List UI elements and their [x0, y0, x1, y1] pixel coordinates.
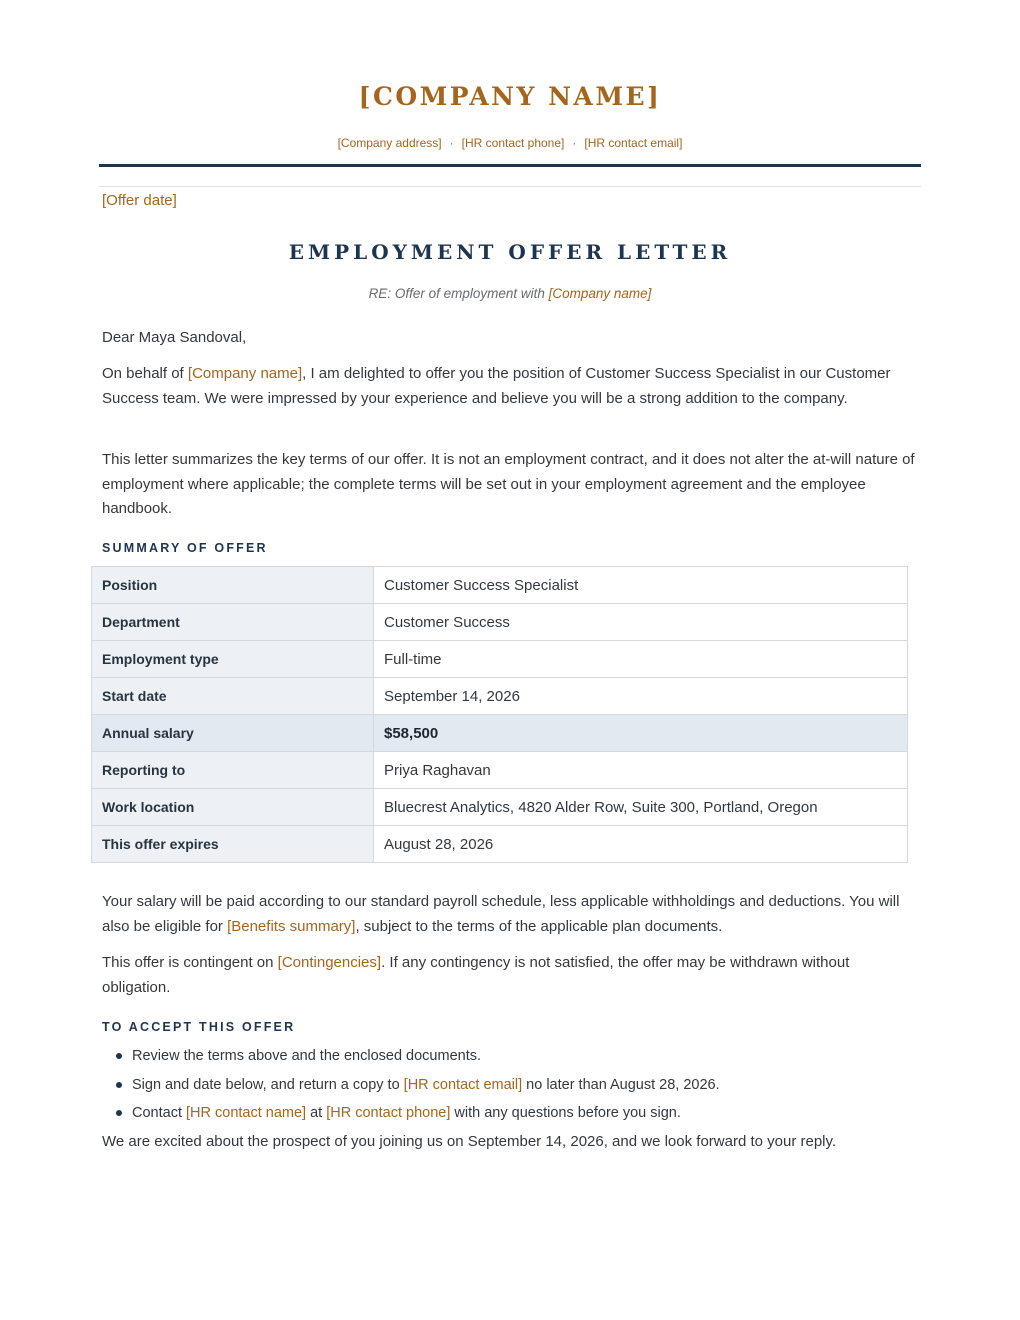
- row-label: Department: [92, 604, 374, 641]
- benefits-placeholder: [Benefits summary]: [227, 917, 356, 935]
- row-label: This offer expires: [92, 826, 374, 863]
- paragraph-intro: [102, 362, 920, 411]
- intro-post: , I am delighted to offer you the position of Customer Success Specialist in our Customer Success team. We were impressed by your experience and believe you will be a strong addition to the company.: [102, 365, 891, 407]
- re-line: [0, 286, 1020, 301]
- table-row: [92, 789, 908, 826]
- table-row: [92, 752, 908, 789]
- accept-heading: TO ACCEPT THIS OFFER: [102, 1020, 296, 1034]
- accept-steps-list: [102, 1044, 920, 1130]
- row-value: Priya Raghavan: [374, 752, 908, 789]
- table-row: [92, 567, 908, 604]
- table-row: [92, 678, 908, 715]
- list-item: [102, 1044, 920, 1073]
- contact-separator: ·: [449, 136, 454, 150]
- closing-paragraph: [102, 1130, 920, 1155]
- intro-pre: On behalf of: [102, 365, 188, 382]
- terms-text: This letter summarizes the key terms of our offer. It is not an employment contract, and it does not alter the at-will nature of employment where applicable; the complete terms will be set out in your employment agreement and the employee handbook.: [102, 451, 915, 517]
- table-row-highlighted: [92, 715, 908, 752]
- table-row: [92, 604, 908, 641]
- row-value: Bluecrest Analytics, 4820 Alder Row, Suite 300, Portland, Oregon: [374, 789, 908, 826]
- list-item: [102, 1073, 920, 1102]
- contact-line: [0, 136, 1020, 150]
- row-value: September 14, 2026: [374, 678, 908, 715]
- hr-email-placeholder: [HR contact email]: [403, 1076, 523, 1093]
- hr-name-placeholder: [HR contact name]: [186, 1105, 307, 1121]
- row-label: Annual salary: [92, 715, 374, 752]
- row-label: Position: [92, 567, 374, 604]
- accept-step-text: with any questions before you sign.: [450, 1105, 681, 1121]
- row-label: Reporting to: [92, 752, 374, 789]
- closing-text: We are excited about the prospect of you joining us on September 14, 2026, and we look forward to your reply.: [102, 1133, 837, 1150]
- paragraph-terms: [102, 448, 920, 522]
- contact-separator: ·: [572, 136, 577, 150]
- letter-title: EMPLOYMENT OFFER LETTER: [288, 240, 732, 264]
- salary-post: , subject to the terms of the applicable plan documents.: [355, 917, 723, 935]
- intro-company-placeholder: [Company name]: [187, 365, 303, 382]
- accept-step-text: at: [306, 1105, 327, 1121]
- summary-heading: SUMMARY OF OFFER: [102, 541, 268, 555]
- re-company-placeholder: [Company name]: [548, 286, 652, 301]
- table-row: [92, 826, 908, 863]
- greeting-text: Dear Maya Sandoval,: [102, 329, 247, 346]
- greeting: [102, 326, 920, 351]
- company-name: [COMPANY NAME]: [358, 82, 662, 111]
- row-value: Full-time: [374, 641, 908, 678]
- salary-pre: Your salary will be paid according to our standard payroll schedule, less applicable withholdings and deductions. You will also be eligible for: [102, 893, 900, 935]
- contingencies-placeholder: [Contingencies]: [277, 954, 382, 971]
- accept-step-text: no later than August 28, 2026.: [522, 1076, 720, 1093]
- list-item: [102, 1101, 920, 1130]
- row-value: Customer Success: [374, 604, 908, 641]
- company-address-placeholder: [Company address]: [337, 136, 442, 150]
- row-value: $58,500: [374, 715, 908, 752]
- row-value: August 28, 2026: [374, 826, 908, 863]
- row-label: Employment type: [92, 641, 374, 678]
- accept-step-text: Sign and date below, and return a copy to: [132, 1076, 404, 1093]
- offer-summary-table: [91, 566, 908, 863]
- paragraph-contingency: [102, 951, 920, 1000]
- offer-date: [Offer date]: [102, 192, 177, 209]
- row-value: Customer Success Specialist: [374, 567, 908, 604]
- row-label: Work location: [92, 789, 374, 826]
- re-prefix: RE: Offer of employment with: [368, 286, 549, 301]
- paragraph-salary: [102, 890, 920, 939]
- table-row: [92, 641, 908, 678]
- contingency-post: . If any contingency is not satisfied, the offer may be withdrawn without obligation.: [102, 954, 850, 996]
- accept-step-text: Contact: [132, 1105, 186, 1121]
- contingency-pre: This offer is contingent on: [102, 954, 278, 971]
- hr-phone-placeholder: [HR contact phone]: [461, 136, 565, 150]
- hr-email-placeholder: [HR contact email]: [584, 136, 683, 150]
- hr-phone-placeholder: [HR contact phone]: [326, 1105, 451, 1121]
- date-divider: [99, 186, 921, 187]
- row-label: Start date: [92, 678, 374, 715]
- accept-step-text: Review the terms above and the enclosed documents.: [132, 1048, 482, 1064]
- letterhead-divider: [99, 164, 921, 167]
